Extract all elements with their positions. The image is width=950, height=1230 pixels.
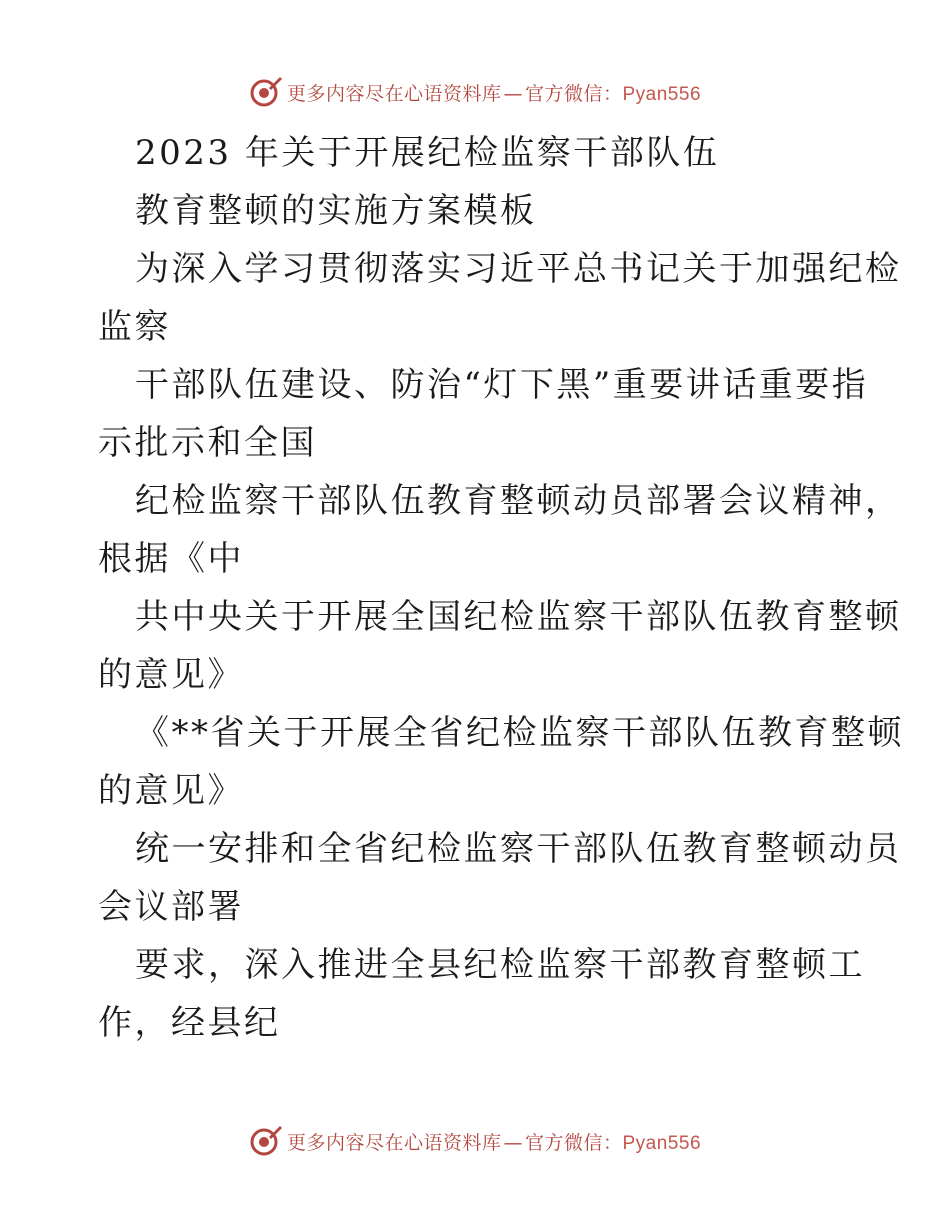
paragraph-line: 统一安排和全省纪检监察干部队伍教育整顿动员 [135,829,902,869]
paragraph-line: 纪检监察干部队伍教育整顿动员部署会议精神， [135,481,902,521]
watermark-wechat-label: 官方微信： [524,82,623,105]
header-watermark [0,72,950,112]
watermark-wechat-id: Pyan556 [622,83,702,105]
paragraph-line: 示批示和全国 [98,423,317,463]
paragraph-line: 共中央关于开展全国纪检监察干部队伍教育整顿 [135,597,902,637]
pen-logo-icon [249,1124,283,1158]
watermark-library: 更多内容尽在心语资料库 [286,82,502,105]
watermark-dash: — [503,1131,523,1154]
paragraph-line: 的意见》 [98,771,244,811]
watermark-dash: — [503,82,523,105]
paragraph-line: 会议部署 [98,887,244,927]
watermark-text [287,79,701,106]
paragraph-line: 要求，深入推进全县纪检监察干部教育整顿工 [135,945,865,985]
paragraph-line: 根据《中 [98,539,244,579]
watermark-wechat-id: Pyan556 [622,1132,702,1154]
paragraph-line: 作，经县纪 [98,1003,281,1043]
footer-watermark [0,1121,950,1161]
paragraph-line: 干部队伍建设、防治“灯下黑”重要讲话重要指 [135,365,869,405]
title-line-2: 教育整顿的实施方案模板 [135,191,537,231]
pen-logo-icon [249,75,283,109]
watermark-library: 更多内容尽在心语资料库 [286,1131,502,1154]
paragraph-line: 的意见》 [98,655,244,695]
paragraph-line: 《**省关于开展全省纪检监察干部队伍教育整顿 [135,713,904,753]
paragraph-line: 为深入学习贯彻落实习近平总书记关于加强纪检 [135,249,902,289]
document-body [98,124,904,1052]
paragraph-line: 监察 [98,307,171,347]
watermark-text [287,1128,701,1155]
watermark-wechat-label: 官方微信： [524,1131,623,1154]
title-line-1: 2023 年关于开展纪检监察干部队伍 [135,133,720,173]
